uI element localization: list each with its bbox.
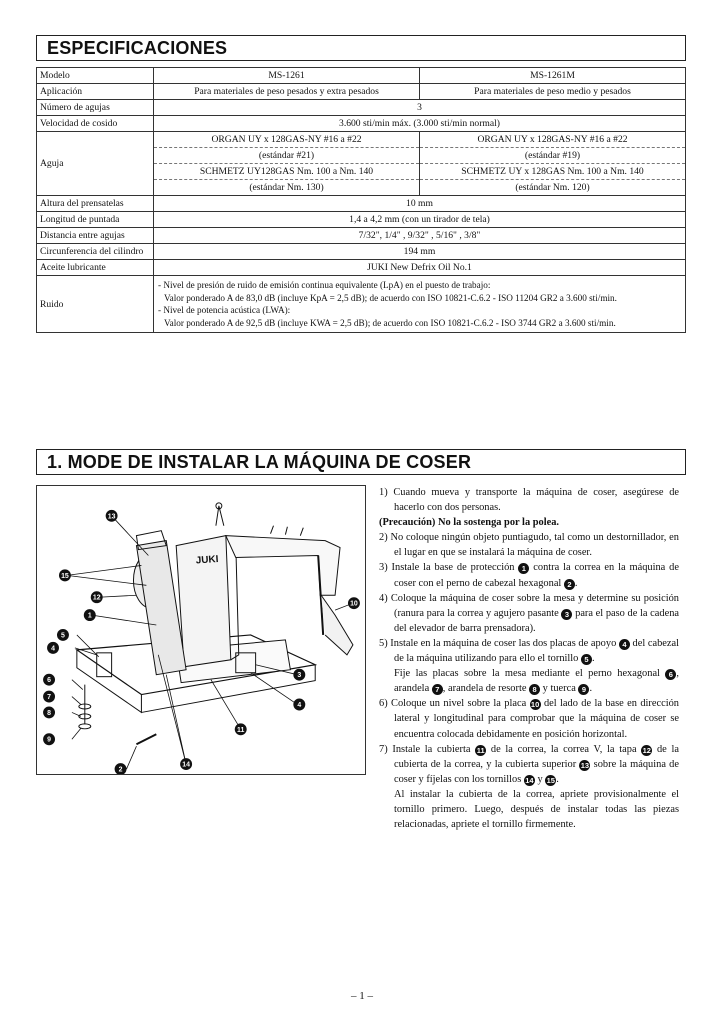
spec-table bbox=[36, 67, 686, 333]
ref-12: 12 bbox=[642, 745, 651, 755]
spec-heading: ESPECIFICACIONES bbox=[47, 38, 228, 58]
ref-8: 8 bbox=[529, 684, 540, 695]
ref-10: 10 bbox=[530, 700, 540, 710]
application-a: Para materiales de peso pesados y extra pesados bbox=[154, 84, 420, 100]
spec-heading-box bbox=[36, 35, 686, 61]
ref-7: 7 bbox=[432, 684, 443, 695]
callout-6 bbox=[43, 674, 55, 686]
ref-2: 2 bbox=[564, 579, 575, 590]
svg-text:11: 11 bbox=[237, 726, 245, 734]
svg-text:15: 15 bbox=[61, 572, 69, 580]
svg-text:2: 2 bbox=[118, 766, 123, 774]
stitch-label: Longitud de puntada bbox=[37, 212, 154, 228]
table-row bbox=[37, 100, 686, 116]
gauge: 7/32", 1/4" , 9/32" , 5/16" , 3/8" bbox=[154, 228, 686, 244]
needle-b-3: SCHMETZ UY x 128GAS Nm. 100 a Nm. 140 bbox=[420, 164, 686, 180]
noise-line-4: Valor ponderado A de 92,5 dB (incluye KWA = 2,5 dB); de acuerdo con ISO 10821-C.6.2 - ISO 3744 GR2 a 3.600 sti/min. bbox=[164, 317, 616, 328]
step-5: 5) Instale en la máquina de coser las dos placas de apoyo 4 del cabezal de la máquina utilizando para ello el tornillo 5 . bbox=[379, 637, 680, 665]
callout-8 bbox=[43, 706, 55, 718]
page-number: – 1 – bbox=[351, 990, 373, 1002]
step-7: 7) Instale la cubierta 11 de la correa, la correa V, la tapa 12 de la cubierta de la correa, y la cubierta superior 13 sobre la máquina de coser y fíjelas con los tornillos 14 y 15. bbox=[379, 743, 679, 785]
svg-text:10: 10 bbox=[350, 600, 358, 608]
svg-text:1: 1 bbox=[87, 612, 92, 620]
install-heading-box bbox=[36, 449, 686, 475]
table-row bbox=[37, 212, 686, 228]
sewing-machine-illustration bbox=[37, 486, 365, 774]
callout-15 bbox=[59, 569, 71, 581]
speed: 3.600 sti/min máx. (3.000 sti/min normal) bbox=[154, 116, 686, 132]
svg-text:8: 8 bbox=[47, 709, 51, 717]
gauge-label: Distancia entre agujas bbox=[37, 228, 154, 244]
callout-12 bbox=[91, 591, 103, 603]
svg-text:5: 5 bbox=[61, 632, 65, 640]
model-b: MS-1261M bbox=[420, 68, 686, 84]
callout-4-right bbox=[293, 699, 305, 711]
sewing-machine-figure bbox=[36, 485, 366, 775]
callout-7 bbox=[43, 691, 55, 703]
step-5-cont: Fije las placas sobre la mesa mediante el perno hexagonal 6 , arandela 7 , arandela de resorte 8 y tuerca 9 . bbox=[394, 668, 679, 695]
callout-5 bbox=[57, 629, 69, 641]
needle-a-2: (estándar #21) bbox=[154, 148, 420, 164]
callout-13 bbox=[106, 510, 118, 522]
callout-2 bbox=[115, 763, 127, 774]
noise-line-1: - Nivel de presión de ruido de emisión continua equivalente (LpA) en el puesto de trabajo: bbox=[158, 280, 491, 290]
svg-text:7: 7 bbox=[47, 694, 51, 702]
step-2: 2) No coloque ningún objeto puntiagudo, tal como un destornillador, en el lugar en que se instalará la máquina de coser. bbox=[379, 532, 679, 559]
svg-text:9: 9 bbox=[47, 736, 51, 744]
ref-11: 11 bbox=[476, 745, 485, 755]
application-label: Aplicación bbox=[37, 84, 154, 100]
needle-a-3: SCHMETZ UY128GAS Nm. 100 a Nm. 140 bbox=[154, 164, 420, 180]
oil: JUKI New Defrix Oil No.1 bbox=[154, 260, 686, 276]
ref-9: 9 bbox=[578, 684, 589, 695]
needle-label: Aguja bbox=[37, 132, 154, 196]
svg-text:4: 4 bbox=[51, 645, 55, 653]
needle-a-1: ORGAN UY x 128GAS-NY #16 a #22 bbox=[154, 132, 420, 148]
installation-steps bbox=[379, 485, 679, 832]
install-heading: 1. MODE DE INSTALAR LA MÁQUINA DE COSER bbox=[47, 452, 472, 472]
noise-line-3: - Nivel de potencia acústica (LWA): bbox=[158, 305, 291, 315]
callout-14 bbox=[180, 758, 192, 770]
svg-text:12: 12 bbox=[92, 594, 101, 602]
needles-count: 3 bbox=[154, 100, 686, 116]
presser-label: Altura del prensatelas bbox=[37, 196, 154, 212]
ref-15: 15 bbox=[546, 775, 555, 785]
needle-a-4: (estándar Nm. 130) bbox=[154, 180, 420, 196]
noise-line-2: Valor ponderado A de 83,0 dB (incluye KpA = 2,5 dB); de acuerdo con ISO 10821-C.6.2 - ISO 11204 GR2 a 3.600 sti/min. bbox=[164, 292, 617, 303]
callout-4-left bbox=[47, 642, 59, 654]
model-label: Modelo bbox=[37, 68, 154, 84]
ref-14: 14 bbox=[525, 775, 534, 785]
noise-label: Ruido bbox=[37, 276, 154, 333]
needles-count-label: Número de agujas bbox=[37, 100, 154, 116]
step-1: 1) Cuando mueva y transporte la máquina de coser, asegúrese de hacerlo con dos personas. bbox=[379, 487, 679, 514]
svg-text:13: 13 bbox=[107, 513, 116, 521]
callout-3 bbox=[293, 669, 305, 681]
cylinder: 194 mm bbox=[154, 244, 686, 260]
table-row bbox=[37, 84, 686, 100]
table-row bbox=[37, 260, 686, 276]
needle-b-2: (estándar #19) bbox=[420, 148, 686, 164]
stitch: 1,4 a 4,2 mm (con un tirador de tela) bbox=[154, 212, 686, 228]
table-row bbox=[37, 276, 686, 333]
application-b: Para materiales de peso medio y pesados bbox=[420, 84, 686, 100]
svg-text:3: 3 bbox=[297, 672, 302, 680]
table-row bbox=[37, 244, 686, 260]
table-row bbox=[37, 228, 686, 244]
noise-cell bbox=[154, 276, 686, 333]
cylinder-label: Circunferencia del cilindro bbox=[37, 244, 154, 260]
ref-3: 3 bbox=[561, 609, 572, 620]
table-row bbox=[37, 132, 686, 148]
callout-10 bbox=[348, 597, 360, 609]
model-a: MS-1261 bbox=[154, 68, 420, 84]
svg-text:4: 4 bbox=[297, 701, 302, 709]
oil-label: Aceite lubricante bbox=[37, 260, 154, 276]
step-6: 6) Coloque un nivel sobre la placa 10 del lado de la base en dirección lateral y longitudinal para comprobar que la máquina de coser se encuentra colocada debidamente en posición horizontal. bbox=[379, 698, 680, 740]
ref-6: 6 bbox=[665, 669, 676, 680]
svg-text:14: 14 bbox=[182, 761, 190, 769]
precaution-note: (Precaución) No la sostenga por la polea. bbox=[379, 517, 559, 529]
speed-label: Velocidad de cosido bbox=[37, 116, 154, 132]
ref-13: 13 bbox=[580, 760, 590, 770]
callout-9 bbox=[43, 733, 55, 745]
ref-5: 5 bbox=[581, 654, 592, 665]
table-row bbox=[37, 116, 686, 132]
table-row bbox=[37, 196, 686, 212]
callout-1 bbox=[84, 609, 96, 621]
needle-b-1: ORGAN UY x 128GAS-NY #16 a #22 bbox=[420, 132, 686, 148]
table-row bbox=[37, 68, 686, 84]
step-4: 4) Coloque la máquina de coser sobre la mesa y determine su posición (ranura para la correa y agujero pasante 3 para el paso de la cadena del elevador de barra prensadora). bbox=[379, 592, 679, 634]
presser: 10 mm bbox=[154, 196, 686, 212]
svg-text:6: 6 bbox=[47, 677, 51, 685]
callout-11 bbox=[235, 723, 247, 735]
ref-4: 4 bbox=[619, 639, 630, 650]
step-3: 3) Instale la base de protección 1 contra la correa en la máquina de coser con el perno de cabezal hexagonal 2 . bbox=[379, 562, 679, 589]
brand-logo: JUKI bbox=[195, 553, 219, 567]
step-7-note: Al instalar la cubierta de la correa, apriete provisionalmente el tornillo primero. Luego, después de instalar todas las piezas relacionadas, apriete el tornillo firmemente. bbox=[394, 788, 679, 831]
ref-1: 1 bbox=[518, 563, 529, 574]
needle-b-4: (estándar Nm. 120) bbox=[420, 180, 686, 196]
